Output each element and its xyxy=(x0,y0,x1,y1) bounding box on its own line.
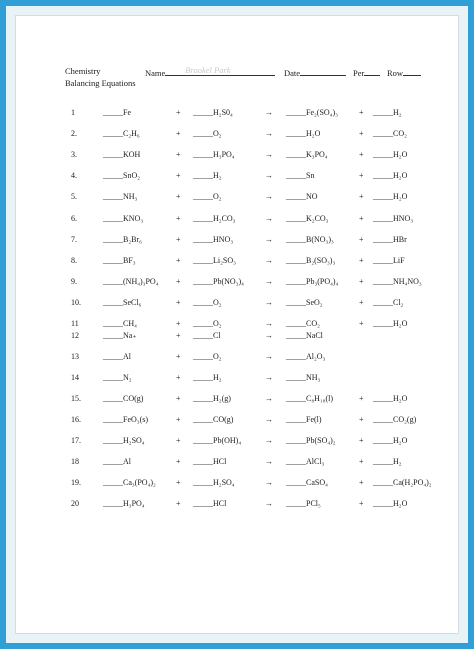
date-label: Date xyxy=(284,68,301,78)
reactant-2: _____O₂ xyxy=(193,319,222,328)
yields-arrow: → xyxy=(265,319,273,328)
equation-number: 14 xyxy=(71,373,79,382)
equation-row xyxy=(15,457,459,469)
product-1: _____Fe(l) xyxy=(286,415,322,424)
equation-row xyxy=(15,373,459,385)
product-2: _____H₂ xyxy=(373,108,402,117)
yields-arrow: → xyxy=(265,457,273,466)
product-2: _____H₂O xyxy=(373,192,408,201)
yields-arrow: → xyxy=(265,478,273,487)
yields-arrow: → xyxy=(265,499,273,508)
reactant-1: _____H₃PO₄ xyxy=(103,499,145,508)
plus-sign: + xyxy=(359,150,364,159)
equation-row xyxy=(15,415,459,427)
reactant-1: _____BF₃ xyxy=(103,256,136,265)
equation-row xyxy=(15,331,459,343)
reactant-1: _____KNO₃ xyxy=(103,214,144,223)
yields-arrow: → xyxy=(265,108,273,117)
reactant-2: _____Pb(NO₃)₄ xyxy=(193,277,244,286)
reactant-1: _____SnO₂ xyxy=(103,171,141,180)
plus-sign: + xyxy=(176,478,181,487)
plus-sign: + xyxy=(359,478,364,487)
equation-row xyxy=(15,214,459,226)
yields-arrow: → xyxy=(265,331,273,340)
period-label: Per xyxy=(353,68,365,78)
reactant-1: _____Fe xyxy=(103,108,131,117)
plus-sign: + xyxy=(359,129,364,138)
reactant-1: _____(NH₄)₃PO₄ xyxy=(103,277,159,286)
plus-sign: + xyxy=(176,298,181,307)
reactant-2: _____Cl xyxy=(193,331,221,340)
equation-number: 2. xyxy=(71,129,77,138)
product-2: _____H₂O xyxy=(373,499,408,508)
reactant-1: _____SeCl₆ xyxy=(103,298,142,307)
equation-number: 1 xyxy=(71,108,75,117)
name-label: Name xyxy=(145,68,166,78)
yields-arrow: → xyxy=(265,415,273,424)
reactant-2: _____O₂ xyxy=(193,352,222,361)
reactant-1: _____NH₃ xyxy=(103,192,138,201)
equation-number: 17. xyxy=(71,436,81,445)
product-1: _____H₂O xyxy=(286,129,321,138)
plus-sign: + xyxy=(359,298,364,307)
plus-sign: + xyxy=(176,436,181,445)
equation-row xyxy=(15,352,459,364)
equation-number: 3. xyxy=(71,150,77,159)
yields-arrow: → xyxy=(265,373,273,382)
equation-row xyxy=(15,150,459,162)
plus-sign: + xyxy=(176,192,181,201)
equation-number: 6. xyxy=(71,214,77,223)
plus-sign: + xyxy=(176,150,181,159)
product-1: _____CO₂ xyxy=(286,319,320,328)
equation-number: 9. xyxy=(71,277,77,286)
product-2: _____H₂O xyxy=(373,319,408,328)
plus-sign: + xyxy=(359,277,364,286)
product-2: _____H₂O xyxy=(373,436,408,445)
plus-sign: + xyxy=(176,108,181,117)
reactant-1: _____Ca₃(PO₄)₂ xyxy=(103,478,156,487)
yields-arrow: → xyxy=(265,171,273,180)
product-1: _____K₃PO₄ xyxy=(286,150,328,159)
equation-row xyxy=(15,436,459,448)
product-2: _____CO₂(g) xyxy=(373,415,417,424)
product-1: _____C₈H₁₈(l) xyxy=(286,394,334,403)
product-1: _____K₂CO₃ xyxy=(286,214,329,223)
plus-sign: + xyxy=(359,436,364,445)
product-2: _____H₂O xyxy=(373,394,408,403)
yields-arrow: → xyxy=(265,192,273,201)
reactant-2: _____H₂(g) xyxy=(193,394,231,403)
plus-sign: + xyxy=(176,256,181,265)
yields-arrow: → xyxy=(265,129,273,138)
product-1: _____Pb(SO₄)₂ xyxy=(286,436,336,445)
product-2: _____NH₄NO₃ xyxy=(373,277,422,286)
product-1: _____AlCl₃ xyxy=(286,457,325,466)
yields-arrow: → xyxy=(265,150,273,159)
equation-number: 16. xyxy=(71,415,81,424)
product-1: _____NH₃ xyxy=(286,373,321,382)
plus-sign: + xyxy=(359,235,364,244)
equation-number: 8. xyxy=(71,256,77,265)
product-1: _____PCl₅ xyxy=(286,499,321,508)
reactant-1: _____H₂SO₄ xyxy=(103,436,145,445)
equation-number: 15. xyxy=(71,394,81,403)
plus-sign: + xyxy=(359,256,364,265)
plus-sign: + xyxy=(359,499,364,508)
reactant-2: _____H₂SO₄ xyxy=(193,478,235,487)
plus-sign: + xyxy=(176,235,181,244)
equation-row xyxy=(15,129,459,141)
plus-sign: + xyxy=(176,373,181,382)
plus-sign: + xyxy=(176,214,181,223)
product-2: _____HNO₃ xyxy=(373,214,414,223)
reactant-2: _____O₂ xyxy=(193,298,222,307)
plus-sign: + xyxy=(359,319,364,328)
plus-sign: + xyxy=(359,214,364,223)
equation-number: 13 xyxy=(71,352,79,361)
product-1: _____Sn xyxy=(286,171,315,180)
plus-sign: + xyxy=(176,457,181,466)
plus-sign: + xyxy=(359,394,364,403)
plus-sign: + xyxy=(359,108,364,117)
product-1: _____Al₂O₃ xyxy=(286,352,326,361)
yields-arrow: → xyxy=(265,352,273,361)
product-1: _____B₂(SO₃)₃ xyxy=(286,256,336,265)
equation-row xyxy=(15,235,459,247)
plus-sign: + xyxy=(176,499,181,508)
name-handwriting: Brookel Park xyxy=(185,65,231,75)
reactant-1: _____Al xyxy=(103,352,131,361)
reactant-2: _____H₂S0₄ xyxy=(193,108,233,117)
plus-sign: + xyxy=(359,415,364,424)
product-1: _____Pb₃(PO₄)₄ xyxy=(286,277,339,286)
reactant-1: _____KOH xyxy=(103,150,141,159)
reactant-1: _____Al xyxy=(103,457,131,466)
row-label: Row xyxy=(387,68,404,78)
reactant-2: _____O₂ xyxy=(193,192,222,201)
plus-sign: + xyxy=(359,457,364,466)
reactant-1: _____CO(g) xyxy=(103,394,144,403)
yields-arrow: → xyxy=(265,256,273,265)
plus-sign: + xyxy=(176,352,181,361)
yields-arrow: → xyxy=(265,298,273,307)
product-2: _____H₂O xyxy=(373,171,408,180)
product-1: _____NO xyxy=(286,192,318,201)
plus-sign: + xyxy=(176,277,181,286)
equation-row xyxy=(15,192,459,204)
subject-label: Chemistry xyxy=(65,66,101,76)
reactant-1: _____FeO₃(s) xyxy=(103,415,149,424)
plus-sign: + xyxy=(176,171,181,180)
reactant-1: _____B₂Br₆ xyxy=(103,235,142,244)
reactant-2: _____H₂ xyxy=(193,373,222,382)
product-2: _____CO₂ xyxy=(373,129,407,138)
equation-row xyxy=(15,171,459,183)
equation-row xyxy=(15,277,459,289)
plus-sign: + xyxy=(176,319,181,328)
equation-row xyxy=(15,108,459,120)
yields-arrow: → xyxy=(265,214,273,223)
equation-row xyxy=(15,319,459,331)
product-2: _____LiF xyxy=(373,256,405,265)
product-1: _____CaSO₄ xyxy=(286,478,328,487)
product-2: _____H₂O xyxy=(373,150,408,159)
reactant-2: _____HCl xyxy=(193,457,227,466)
reactant-2: _____HCl xyxy=(193,499,227,508)
equation-number: 12 xyxy=(71,331,79,340)
product-1: _____B(NO₃)₃ xyxy=(286,235,334,244)
reactant-1: _____CH₄ xyxy=(103,319,137,328)
plus-sign: + xyxy=(176,331,181,340)
plus-sign: + xyxy=(359,171,364,180)
equation-number: 4. xyxy=(71,171,77,180)
plus-sign: + xyxy=(176,129,181,138)
worksheet-title: Balancing Equations xyxy=(65,78,136,88)
equation-row xyxy=(15,298,459,310)
reactant-2: _____H₃PO₄ xyxy=(193,150,235,159)
reactant-1: _____C₂H₆ xyxy=(103,129,140,138)
product-1: _____Fe₂(SO₄)₃ xyxy=(286,108,338,117)
equation-number: 5. xyxy=(71,192,77,201)
reactant-2: _____Li₂SO₃ xyxy=(193,256,236,265)
reactant-2: _____H₂ xyxy=(193,171,222,180)
product-2: _____Ca(H₂PO₄)₂ xyxy=(373,478,432,487)
yields-arrow: → xyxy=(265,394,273,403)
product-2: _____Cl₂ xyxy=(373,298,404,307)
plus-sign: + xyxy=(359,192,364,201)
yields-arrow: → xyxy=(265,436,273,445)
equation-number: 11 xyxy=(71,319,79,328)
equation-row xyxy=(15,256,459,268)
reactant-2: _____HNO₃ xyxy=(193,235,234,244)
product-2: _____HBr xyxy=(373,235,407,244)
reactant-1: _____N₂ xyxy=(103,373,132,382)
reactant-2: _____H₂CO₃ xyxy=(193,214,236,223)
plus-sign: + xyxy=(176,394,181,403)
reactant-1: _____Na₊ xyxy=(103,331,137,340)
equation-number: 20 xyxy=(71,499,79,508)
page-frame xyxy=(6,6,468,643)
reactant-2: _____CO(g) xyxy=(193,415,234,424)
yields-arrow: → xyxy=(265,235,273,244)
equation-list xyxy=(15,15,459,634)
reactant-2: _____Pb(OH)₄ xyxy=(193,436,242,445)
yields-arrow: → xyxy=(265,277,273,286)
equation-number: 7. xyxy=(71,235,77,244)
product-2: _____H₂ xyxy=(373,457,402,466)
equation-row xyxy=(15,394,459,406)
equation-number: 10. xyxy=(71,298,81,307)
plus-sign: + xyxy=(176,415,181,424)
product-1: _____SeO₂ xyxy=(286,298,323,307)
equation-row xyxy=(15,478,459,490)
equation-number: 19. xyxy=(71,478,81,487)
equation-row xyxy=(15,499,459,511)
equation-number: 18 xyxy=(71,457,79,466)
worksheet-paper xyxy=(15,15,459,634)
product-1: _____NaCl xyxy=(286,331,323,340)
reactant-2: _____O₂ xyxy=(193,129,222,138)
